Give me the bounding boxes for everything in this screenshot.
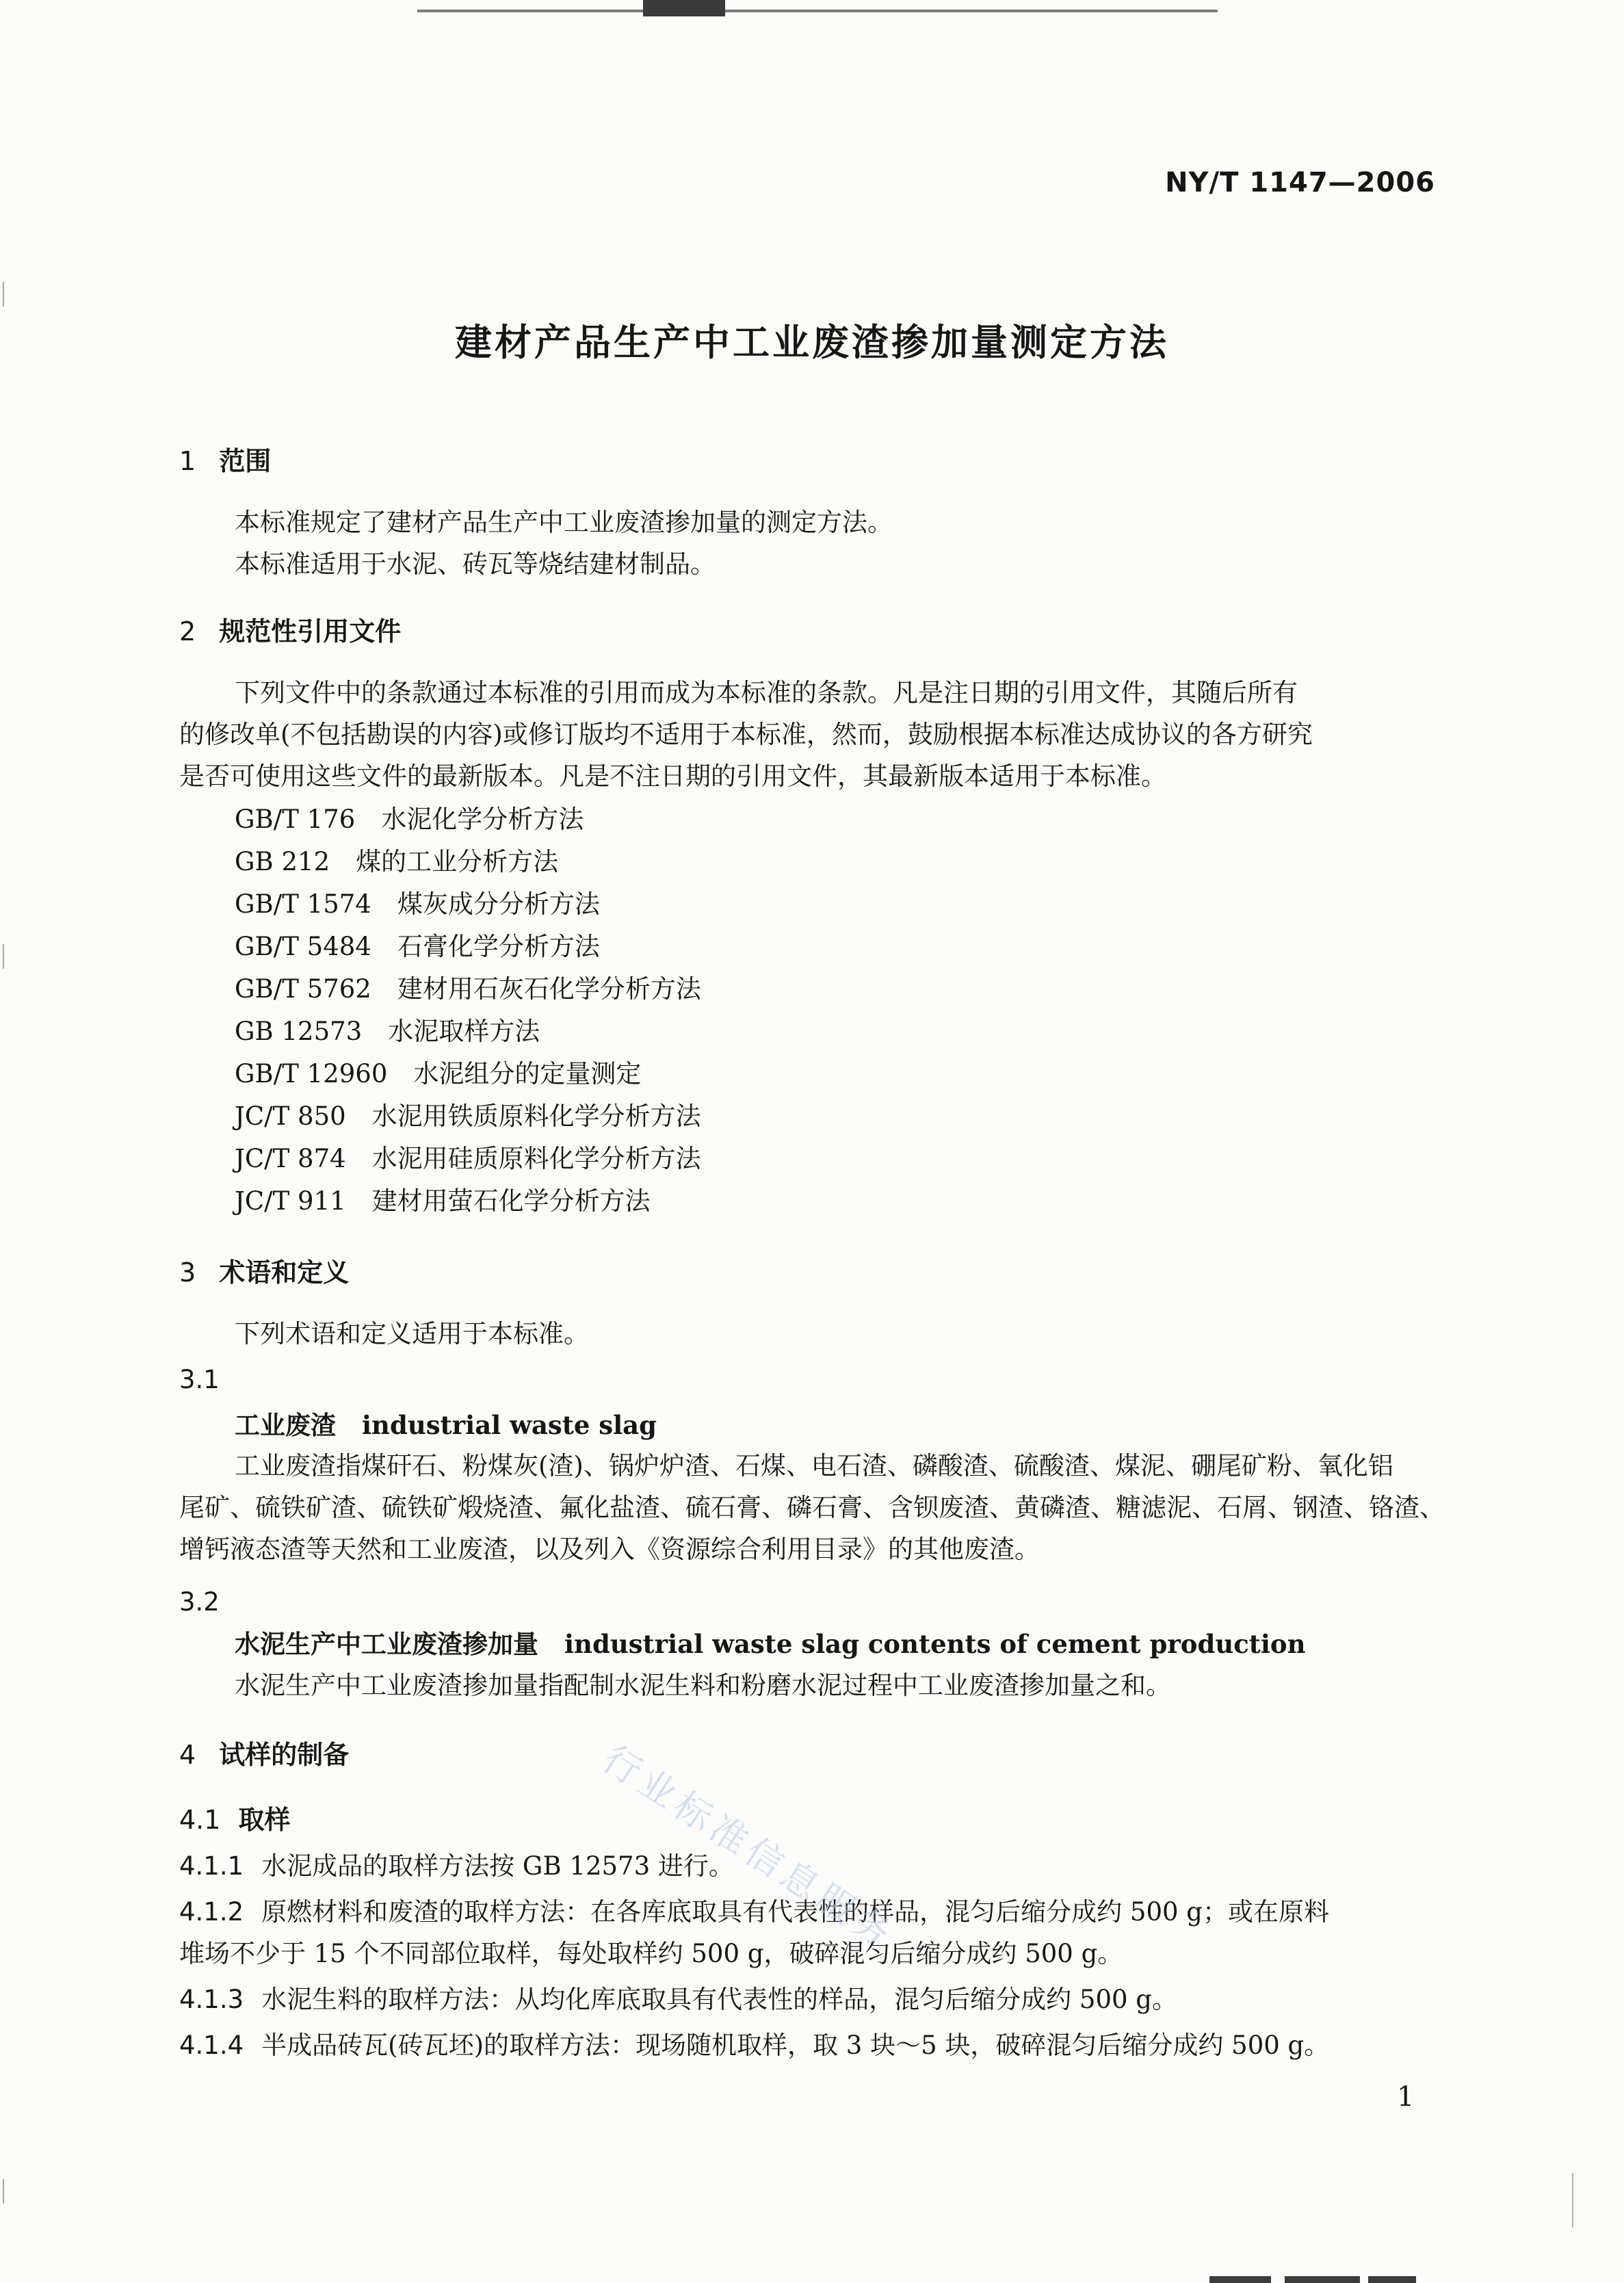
reference-code: GB 12573 [235,1017,363,1046]
reference-item [235,973,701,1006]
reference-name: 煤的工业分析方法 [356,847,559,876]
reference-name: 煤灰成分分析方法 [397,889,600,919]
clause [179,2029,1329,2062]
term-number: 3.1 [179,1365,220,1394]
section-heading [179,1256,349,1289]
paragraph: 本标准规定了建材产品生产中工业废渣掺加量的测定方法。 [235,508,893,537]
scan-edge-mark [1285,2276,1360,2283]
scan-margin-mark [1572,2173,1573,2228]
reference-item [235,1015,540,1048]
reference-name: 水泥用硅质原料化学分析方法 [371,1144,701,1173]
clause-text: 原燃材料和废渣的取样方法：在各库底取具有代表性的样品，混匀后缩分成约 500 g；或在原料 [261,1897,1329,1927]
page-number: 1 [1397,2081,1415,2113]
watermark: 行业标准信息服务 [594,1737,903,1959]
reference-item [235,803,584,836]
paragraph-line: 下列文件中的条款通过本标准的引用而成为本标准的条款。凡是注日期的引用文件，其随后所有 [235,678,1298,707]
section-heading [179,615,401,648]
clause-text: 半成品砖瓦(砖瓦坯)的取样方法：现场随机取样，取 3 块～5 块，破碎混匀后缩分成约 500 g。 [261,2031,1330,2060]
paragraph: 下列术语和定义适用于本标准。 [235,1319,589,1348]
term-title [235,1628,1306,1661]
reference-item [235,1143,701,1175]
term-english: industrial waste slag contents of cement production [564,1629,1306,1659]
reference-item [235,1100,701,1133]
reference-item [235,930,600,963]
clause [179,1850,734,1883]
reference-name: 建材用萤石化学分析方法 [371,1186,651,1216]
section-title: 规范性引用文件 [219,616,402,647]
section-heading [179,445,271,478]
reference-item [235,1185,651,1218]
reference-name: 石膏化学分析方法 [397,932,600,961]
reference-item [235,888,600,921]
reference-name: 水泥组分的定量测定 [413,1059,642,1088]
scan-edge-mark [643,0,725,16]
scan-margin-mark [3,2179,4,2204]
scan-edge-mark [1368,2276,1416,2283]
term-chinese: 水泥生产中工业废渣掺加量 [235,1630,538,1659]
clause-number: 4.1.4 [179,2031,244,2060]
scan-margin-mark [3,944,4,969]
scan-margin-mark [3,282,4,306]
clause [179,1983,1177,2016]
standard-code: NY/T 1147—2006 [1165,167,1435,198]
paragraph-line: 的修改单(不包括勘误的内容)或修订版均不适用于本标准，然而，鼓励根据本标准达成协议的各方研究 [179,720,1313,749]
reference-name: 水泥取样方法 [388,1017,540,1046]
term-english: industrial waste slag [362,1410,657,1440]
definition-line: 尾矿、硫铁矿渣、硫铁矿煅烧渣、氟化盐渣、硫石膏、磷石膏、含钡废渣、黄磷渣、糖滤泥、石屑、钢渣、铬渣、 [179,1493,1445,1522]
reference-code: GB/T 5484 [235,932,371,961]
section-title: 试样的制备 [219,1740,350,1770]
section-title: 术语和定义 [219,1257,350,1288]
reference-code: JC/T 850 [235,1101,346,1131]
document-title: 建材产品生产中工业废渣掺加量测定方法 [455,321,1169,364]
clause-continuation: 堆场不少于 15 个不同部位取样，每处取样约 500 g，破碎混匀后缩分成约 500 g。 [179,1939,1123,1968]
clause [179,1896,1329,1929]
section-heading [179,1738,349,1771]
reference-code: GB/T 12960 [235,1059,388,1088]
reference-name: 水泥用铁质原料化学分析方法 [371,1101,701,1131]
reference-item [235,846,558,878]
reference-name: 建材用石灰石化学分析方法 [397,974,701,1004]
subsection-heading [179,1803,290,1836]
section-number: 4 [179,1740,196,1770]
section-number: 3 [179,1257,196,1288]
term-chinese: 工业废渣 [235,1411,336,1440]
term-number: 3.2 [179,1587,220,1617]
subsection-title: 取样 [238,1805,291,1835]
subsection-number: 4.1 [179,1805,221,1835]
section-number: 1 [179,446,196,476]
paragraph: 本标准适用于水泥、砖瓦等烧结建材制品。 [235,549,716,579]
paragraph-line: 是否可使用这些文件的最新版本。凡是不注日期的引用文件，其最新版本适用于本标准。 [179,761,1166,791]
reference-item [235,1058,641,1091]
reference-code: GB/T 1574 [235,889,371,919]
definition-line: 水泥生产中工业废渣掺加量指配制水泥生料和粉磨水泥过程中工业废渣掺加量之和。 [235,1671,1171,1700]
reference-code: JC/T 911 [235,1186,346,1216]
term-title [235,1409,657,1442]
reference-name: 水泥化学分析方法 [381,805,584,834]
section-number: 2 [179,616,196,647]
reference-code: GB/T 5762 [235,974,371,1004]
clause-number: 4.1.2 [179,1897,244,1927]
reference-code: JC/T 874 [235,1144,346,1173]
clause-text: 水泥生料的取样方法：从均化库底取具有代表性的样品，混匀后缩分成约 500 g。 [261,1985,1177,2014]
reference-code: GB 212 [235,847,330,876]
definition-line: 增钙液态渣等天然和工业废渣，以及列入《资源综合利用目录》的其他废渣。 [179,1535,1040,1564]
section-title: 范围 [219,446,272,476]
scan-edge-line [417,10,1218,12]
reference-code: GB/T 176 [235,805,356,834]
clause-number: 4.1.1 [179,1851,244,1881]
clause-text: 水泥成品的取样方法按 GB 12573 进行。 [261,1851,734,1881]
definition-line: 工业废渣指煤矸石、粉煤灰(渣)、锅炉炉渣、石煤、电石渣、磷酸渣、硫酸渣、煤泥、硼尾矿粉、氧化铝 [235,1451,1393,1480]
scan-edge-mark [1209,2276,1271,2283]
clause-number: 4.1.3 [179,1985,244,2014]
